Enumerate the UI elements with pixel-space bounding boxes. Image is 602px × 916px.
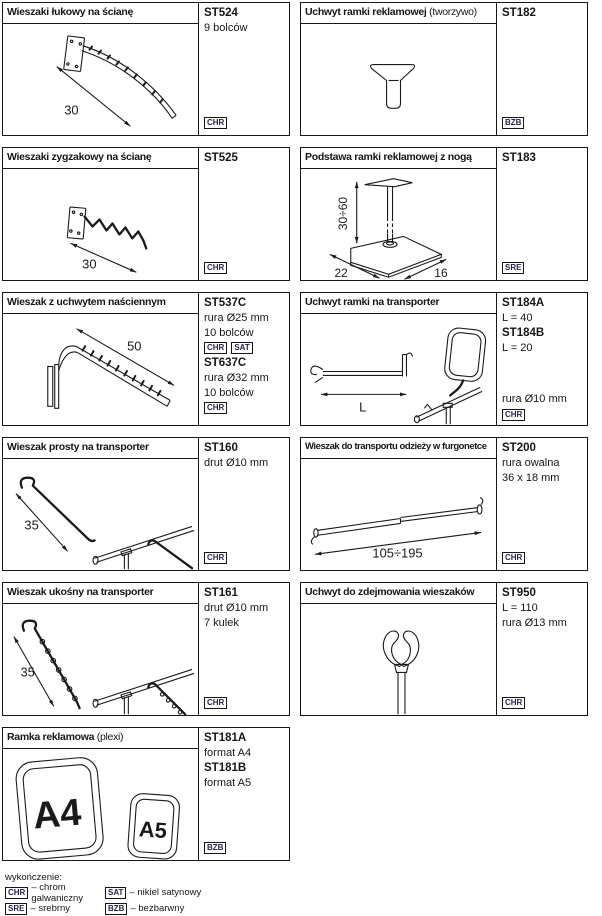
- hook-left: [383, 631, 401, 666]
- drawing-frame-base-with-leg: [301, 169, 496, 280]
- product-desc: 10 bolców: [204, 386, 254, 399]
- dim-label: 50: [127, 338, 142, 354]
- product-cell-st524: [2, 2, 290, 136]
- product-desc: L = 20: [502, 341, 533, 354]
- product-cell-st183: [300, 147, 588, 281]
- catalog-row-3: [2, 292, 602, 426]
- product-title-text: Wieszaki łukowy na ścianę: [7, 6, 134, 18]
- finish-badge-bzb: BZB: [502, 117, 524, 129]
- dim-label: 35: [24, 517, 39, 533]
- dim-label: 105÷195: [372, 545, 423, 561]
- product-desc: drut Ø10 mm: [204, 457, 269, 470]
- product-title-text: Wieszak ukośny na transporter: [7, 586, 154, 598]
- product-title: [301, 3, 496, 24]
- product-code: ST537C: [204, 297, 247, 309]
- product-desc: 10 bolców: [204, 326, 254, 339]
- product-desc: format A5: [204, 776, 252, 789]
- catalog-row-6: [2, 727, 602, 861]
- product-cell-st950: [300, 582, 588, 716]
- finish-badge-chr: CHR: [204, 262, 227, 274]
- catalog-row-1: [2, 2, 602, 136]
- drawing-zigzag-wall-hanger: [3, 169, 198, 280]
- dim-label: L: [359, 399, 367, 415]
- finish-badge-chr: CHR: [502, 552, 525, 564]
- product-cell-st160: [2, 437, 290, 571]
- legend-item-chr: [5, 882, 105, 904]
- wall-plate: [67, 207, 86, 239]
- dim-label-height: 30÷60: [335, 197, 350, 231]
- product-desc: rura owalna: [502, 457, 560, 470]
- empty-cell: [300, 727, 588, 861]
- product-code: ST950: [502, 587, 536, 599]
- product-code: ST525: [204, 152, 238, 164]
- drawing-wall-bracket-hanger: [3, 314, 198, 425]
- finish-badge-chr: CHR: [204, 117, 227, 129]
- dim-label: 30: [82, 256, 97, 272]
- product-desc: L = 40: [502, 312, 533, 325]
- product-title-suffix: (plexi): [96, 731, 124, 743]
- wall-plate: [64, 36, 85, 72]
- finish-badge-sat: SAT: [231, 342, 252, 354]
- product-code: ST161: [204, 587, 238, 599]
- product-code: ST181B: [204, 761, 247, 774]
- product-cell-st182: [300, 2, 588, 136]
- product-code: ST524: [204, 7, 238, 19]
- product-title-text: Uchwyt ramki reklamowej: [305, 6, 427, 18]
- product-title: [301, 293, 496, 314]
- dim-label-depth: 16: [434, 266, 448, 280]
- product-cell-st161: [2, 582, 290, 716]
- product-title: [301, 583, 496, 604]
- dim-label: 30: [64, 102, 79, 118]
- dim-arrow: [77, 329, 175, 386]
- product-code: ST637C: [204, 357, 247, 370]
- frame-a5: [127, 793, 180, 860]
- legend-item-sat: [105, 887, 602, 899]
- finish-badge-chr: CHR: [204, 402, 227, 414]
- finish-badge-sat: SAT: [105, 887, 126, 899]
- product-code: ST183: [502, 152, 536, 164]
- hook-right: [401, 631, 418, 666]
- legend-label: – srebrny: [30, 903, 71, 914]
- dim-arrow: [71, 243, 137, 272]
- product-title-text: Uchwyt ramki na transporter: [305, 296, 440, 308]
- drawing-plexi-frames: [3, 749, 198, 860]
- drawing-frame-holder-on-rail: [301, 314, 496, 425]
- product-title-text: Uchwyt do zdejmowania wieszaków: [305, 586, 475, 598]
- product-title-text: Wieszak do transportu odzieży w furgonetce: [305, 441, 487, 452]
- product-title: [3, 728, 198, 749]
- product-code: ST182: [502, 7, 536, 19]
- frame-a4: [15, 756, 105, 860]
- product-code: ST200: [502, 442, 536, 454]
- catalog-row-5: [2, 582, 602, 716]
- product-note: rura Ø10 mm: [502, 393, 567, 406]
- product-title: [3, 148, 198, 169]
- product-desc: drut Ø10 mm: [204, 602, 269, 615]
- legend-title: wykończenie:: [5, 872, 63, 883]
- product-desc: format A4: [204, 747, 252, 760]
- drawing-slanted-rail-hanger: [3, 604, 198, 715]
- frame-a4-label: A4: [31, 791, 84, 838]
- product-code: ST184A: [502, 297, 545, 309]
- drawing-plastic-frame-holder: [301, 24, 496, 135]
- finish-badge-sre: SRE: [5, 903, 27, 915]
- product-desc: rura Ø13 mm: [502, 616, 567, 629]
- legend-label: – nikiel satynowy: [129, 887, 202, 898]
- product-title-text: Wieszak z uchwytem naściennym: [7, 296, 166, 308]
- product-desc: rura Ø25 mm: [204, 312, 269, 325]
- product-cell-st184: [300, 292, 588, 426]
- product-title-text: Ramka reklamowa: [7, 731, 95, 743]
- drawing-arc-wall-hanger: [3, 24, 198, 135]
- frame-a5-label: A5: [138, 816, 168, 844]
- product-desc: 36 x 18 mm: [502, 471, 560, 484]
- legend-label: – chrom galwaniczny: [31, 881, 84, 904]
- dim-label-width: 22: [334, 266, 348, 280]
- finish-badge-chr: CHR: [204, 552, 227, 564]
- legend-label: – bezbarwny: [130, 903, 185, 914]
- left-clamp: [311, 366, 323, 375]
- legend-item-sre: [5, 903, 105, 915]
- product-title-text: Wieszaki zygzakowy na ścianę: [7, 151, 152, 163]
- wall-bracket: [48, 367, 53, 407]
- product-title-text: Podstawa ramki reklamowej z nogą: [305, 151, 472, 163]
- frame: [444, 327, 487, 382]
- finish-badge-bzb: BZB: [105, 903, 127, 915]
- product-desc: 9 bolców: [204, 22, 248, 35]
- product-cell-st537: [2, 292, 290, 426]
- product-desc: 7 kulek: [204, 616, 239, 629]
- product-title: [3, 438, 198, 459]
- handle: [365, 179, 413, 187]
- product-code: ST160: [204, 442, 238, 454]
- product-cell-st525: [2, 147, 290, 281]
- catalog-row-4: [2, 437, 602, 571]
- product-title: [3, 293, 198, 314]
- finish-badge-chr: CHR: [204, 697, 227, 709]
- product-code: ST181A: [204, 732, 247, 744]
- drawing-van-clothes-rail: [301, 459, 496, 570]
- product-desc: rura Ø32 mm: [204, 372, 269, 385]
- product-title: [3, 3, 198, 24]
- legend-item-bzb: [105, 903, 602, 915]
- product-title-suffix: (tworzywo): [429, 6, 477, 18]
- product-title: [301, 438, 496, 459]
- finish-badge-bzb: BZB: [204, 842, 226, 854]
- drawing-hanger-removal-hook: [301, 604, 496, 715]
- drawing-straight-rail-hanger: [3, 459, 198, 570]
- finish-legend: [2, 872, 602, 916]
- product-title-text: Wieszak prosty na transporter: [7, 441, 149, 453]
- catalog-row-2: [2, 147, 602, 281]
- dim-label: 35: [20, 664, 35, 680]
- finish-badge-chr: CHR: [204, 342, 227, 354]
- finish-badge-chr: CHR: [5, 887, 28, 899]
- finish-badge-chr: CHR: [502, 409, 525, 421]
- product-cell-st181: [2, 727, 290, 861]
- product-desc: L = 110: [502, 602, 538, 615]
- product-title: [3, 583, 198, 604]
- product-code: ST184B: [502, 326, 545, 339]
- finish-badge-sre: SRE: [502, 262, 524, 274]
- product-title: [301, 148, 496, 169]
- finish-badge-chr: CHR: [502, 697, 525, 709]
- product-cell-st200: [300, 437, 588, 571]
